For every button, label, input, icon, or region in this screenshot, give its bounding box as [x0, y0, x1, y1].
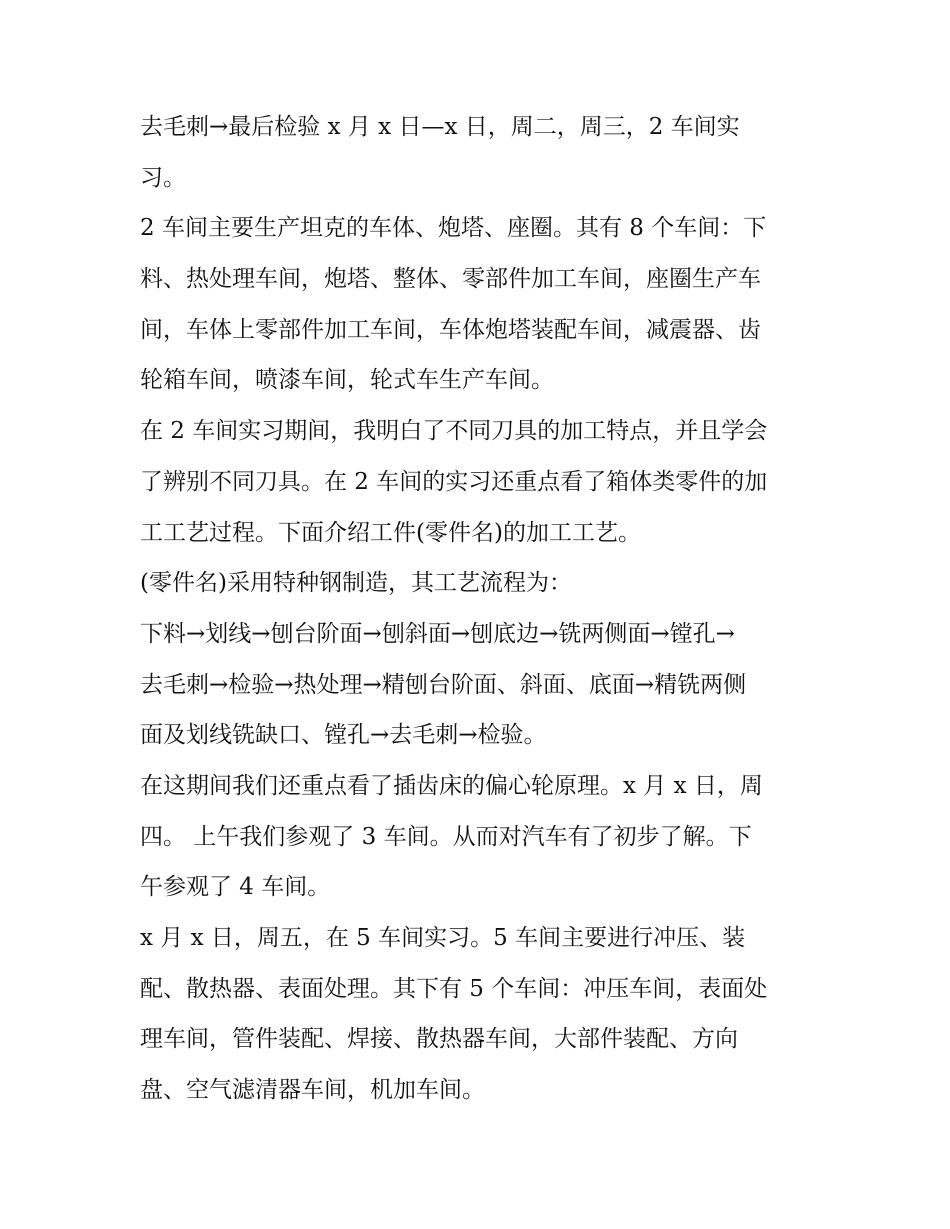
- text-line: 午参观了 4 车间。: [140, 874, 331, 901]
- text-line: 料、热处理车间，炮塔、整体、零部件加工车间，座圈生产车: [140, 266, 761, 293]
- text-line: 去毛刺→检验→热处理→精刨台阶面、斜面、底面→精铣两侧: [140, 671, 747, 698]
- text-line: x 月 x 日，周五，在 5 车间实习。5 车间主要进行冲压、装: [140, 925, 746, 951]
- text-line: 配、散热器、表面处理。其下有 5 个车间：冲压车间，表面处: [140, 975, 768, 1002]
- text-line: 理车间，管件装配、焊接、散热器车间，大部件装配、方向: [140, 1026, 738, 1053]
- text-line: 间，车体上零部件加工车间，车体炮塔装配车间，减震器、齿: [140, 316, 761, 343]
- text-line: 去毛刺→最后检验 x 月 x 日—x 日，周二，周三，2 车间实: [140, 114, 740, 140]
- text-line: 在 2 车间实习期间，我明白了不同刀具的加工特点，并且学会: [140, 418, 768, 445]
- text-line: 面及划线铣缺口、镗孔→去毛刺→检验。: [140, 722, 547, 749]
- text-line: 四。 上午我们参观了 3 车间。从而对汽车有了初步了解。下: [140, 823, 752, 850]
- text-line: 盘、空气滤清器车间，机加车间。: [140, 1077, 485, 1104]
- text-line: 2 车间主要生产坦克的车体、炮塔、座圈。其有 8 个车间：下: [140, 215, 767, 242]
- text-line: 在这期间我们还重点看了插齿床的偏心轮原理。x 月 x 日，周: [140, 772, 763, 799]
- text-line: 轮箱车间，喷漆车间，轮式车生产车间。: [140, 367, 554, 394]
- text-line: 习。: [140, 164, 186, 191]
- text-line: 工工艺过程。下面介绍工件(零件名)的加工工艺。: [140, 519, 641, 546]
- text-line: (零件名)采用特种钢制造，其工艺流程为：: [140, 570, 572, 597]
- text-line: 了辨别不同刀具。在 2 车间的实习还重点看了箱体类零件的加: [140, 468, 768, 495]
- text-line: 下料→划线→刨台阶面→刨斜面→刨底边→铣两侧面→镗孔→: [140, 620, 735, 647]
- document-body: [140, 102, 820, 1116]
